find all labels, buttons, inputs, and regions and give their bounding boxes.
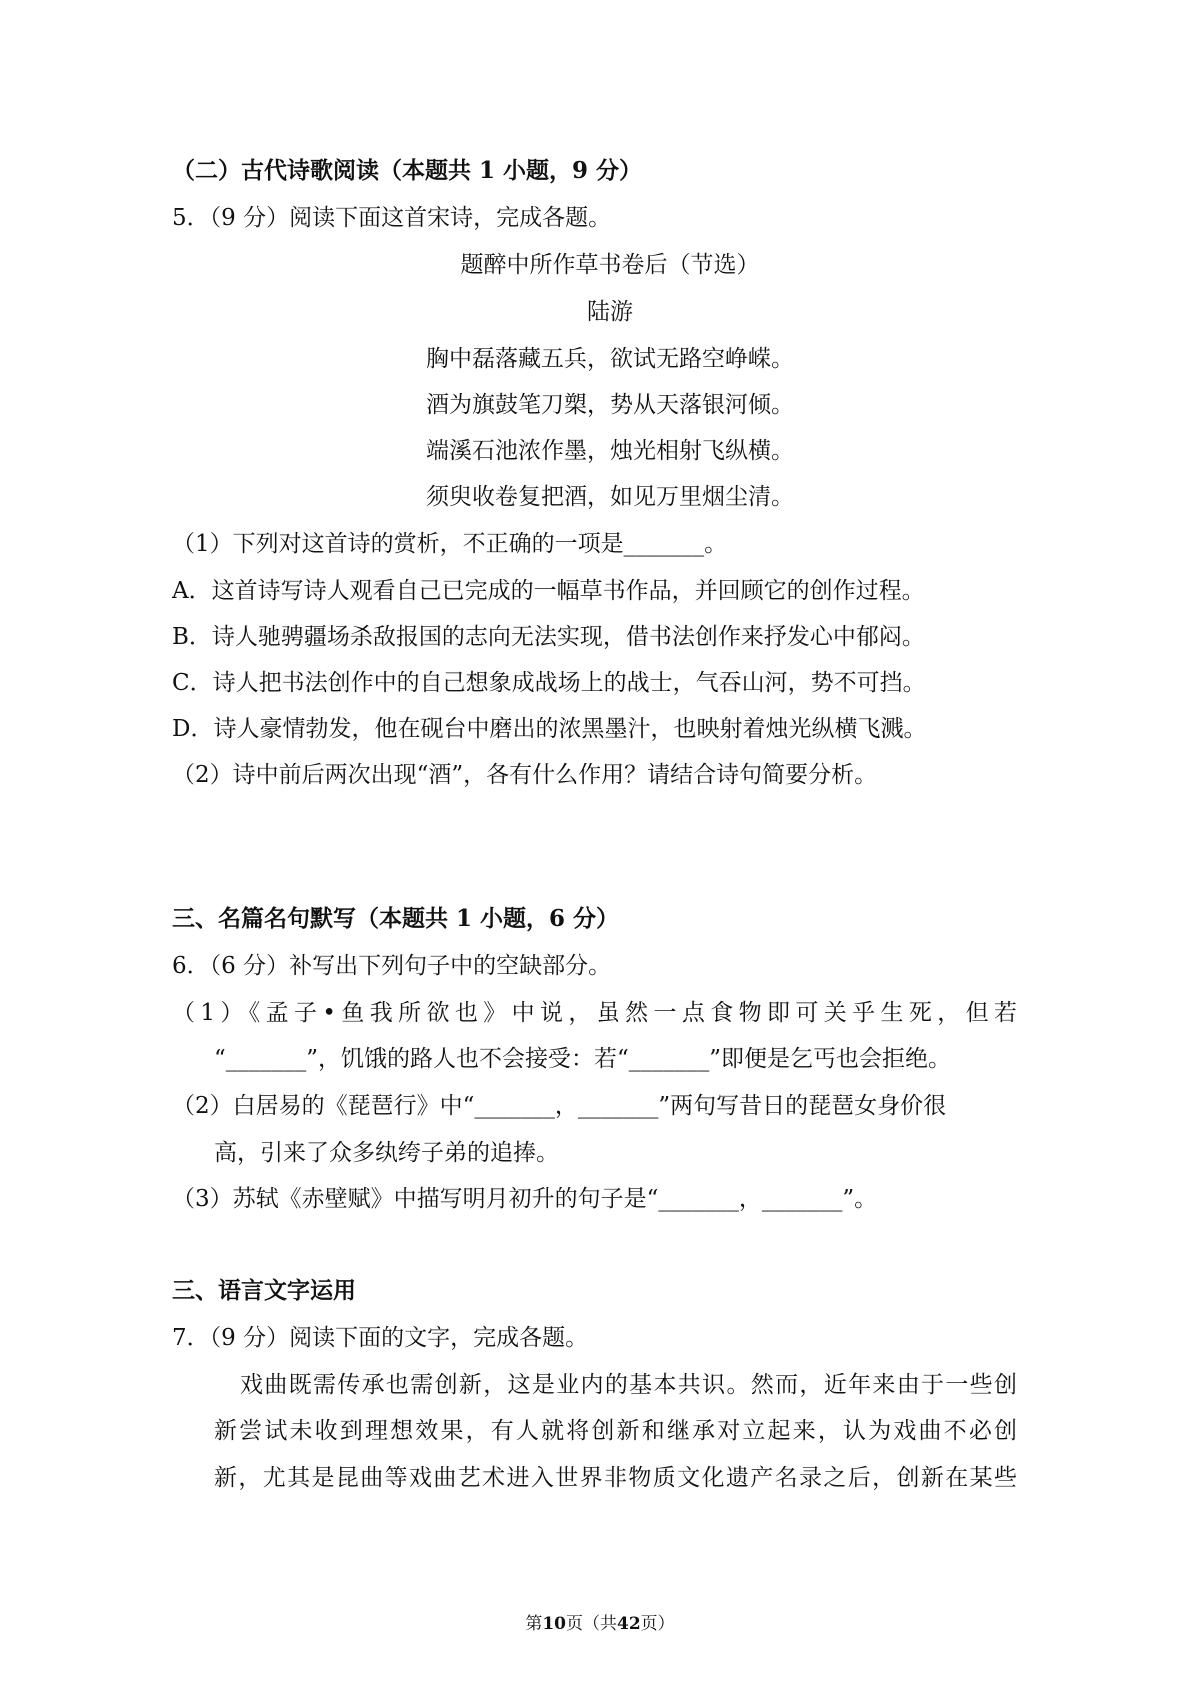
page-footer [0,1612,1200,1636]
section-heading-poetry: （二）古代诗歌阅读（本题共 1 小题，9 分） [172,157,643,184]
question-5-stem: 5．（9 分）阅读下面这首宋诗，完成各题。 [172,205,612,231]
question-6-1-line-1: （1）《孟子•鱼我所欲也》中说，虽然一点食物即可关乎生死，但若 [172,1000,1017,1026]
passage-line-1: 戏曲既需传承也需创新，这是业内的基本共识。然而，近年来由于一些创 [240,1372,1017,1398]
question-7-stem: 7．（9 分）阅读下面的文字，完成各题。 [172,1325,589,1351]
footer-prefix: 第 [525,1614,543,1634]
poem-line-2: 酒为旗鼓笔刀槊，势从天落银河倾。 [426,392,794,418]
question-5-2: （2）诗中前后两次出现“酒”，各有什么作用？请结合诗句简要分析。 [172,762,878,788]
question-6-1-line-2: “_______”，饥饿的路人也不会接受：若“_______”即便是乞丐也会拒绝。 [214,1046,952,1072]
footer-page-number: 10 [542,1614,566,1634]
question-6-2-line-2: 高，引来了众多纨绔子弟的追捧。 [214,1140,559,1166]
option-c: C．诗人把书法创作中的自己想象成战场上的战士，气吞山河，势不可挡。 [172,670,926,696]
section-heading-recitation: 三、名篇名句默写（本题共 1 小题，6 分） [172,905,620,932]
footer-suffix: 页） [640,1614,675,1634]
passage-line-2: 新尝试未收到理想效果，有人就将创新和继承对立起来，认为戏曲不必创 [214,1418,1017,1444]
option-d: D．诗人豪情勃发，他在砚台中磨出的浓黑墨汁，也映射着烛光纵横飞溅。 [172,716,927,742]
section-heading-language: 三、语言文字运用 [172,1277,356,1304]
poem-line-3: 端溪石池浓作墨，烛光相射飞纵横。 [426,438,794,464]
passage-line-3: 新，尤其是昆曲等戏曲艺术进入世界非物质文化遗产名录之后，创新在某些 [214,1465,1017,1491]
question-5-1: （1）下列对这首诗的赏析，不正确的一项是_______。 [172,531,728,557]
footer-middle: 页（共 [566,1614,617,1634]
option-b: B．诗人驰骋疆场杀敌报国的志向无法实现，借书法创作来抒发心中郁闷。 [172,624,925,650]
poem-title: 题醉中所作草书卷后（节选） [460,252,760,278]
footer-total-pages: 42 [617,1614,641,1634]
poem-author: 陆游 [587,299,633,325]
poem-line-4: 须臾收卷复把酒，如见万里烟尘清。 [426,484,794,510]
poem-line-1: 胸中磊落藏五兵，欲试无路空峥嵘。 [426,346,794,372]
question-6-2-line-1: （2）白居易的《琵琶行》中“_______，_______”两句写昔日的琵琶女身价很 [172,1093,947,1119]
option-a: A．这首诗写诗人观看自己已完成的一幅草书作品，并回顾它的创作过程。 [172,578,925,604]
question-6-3: （3）苏轼《赤壁赋》中描写明月初升的句子是“_______，_______”。 [172,1186,878,1212]
question-6-stem: 6．（6 分）补写出下列句子中的空缺部分。 [172,953,612,979]
